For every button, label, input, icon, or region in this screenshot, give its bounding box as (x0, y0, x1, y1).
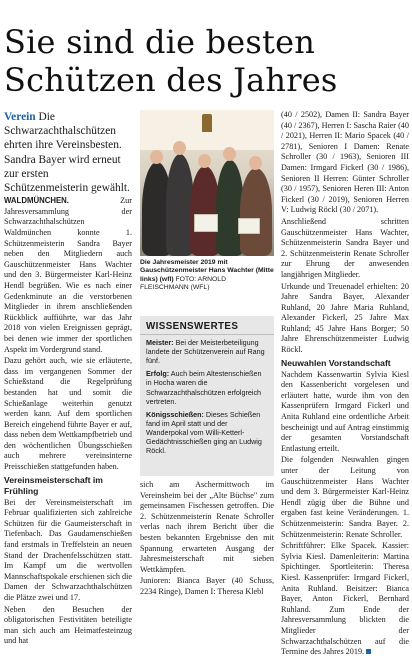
body-paragraph: Junioren: Bianca Bayer (40 Schuss, 2234 Ringe), Damen I: Theresa Klebl (140, 576, 274, 596)
article-column-3 (281, 110, 409, 659)
body-paragraph: Neben den Besuchen der obligatorischen Festivitäten beteiligte man sich auch am Heimatfesteinzug und hat (4, 604, 132, 646)
lead-text: Die Schwarzachthalschützen ehrten ihre Vereinsbesten. Sandra Bayer wird erneut zur ersten Schützenmeisterin gewählt. (4, 111, 130, 195)
article-column-1 (4, 110, 132, 648)
group-photo (140, 110, 274, 256)
body-paragraph: Die folgenden Neuwahlen gingen unter der Leitung von Gauschützenmeister Hans Wachter und dem 3. Bürgermeister Karl-Heinz Hendl zügig über die Bühne und ergaben fast keine Veränderungen. 1. Schützenmeisterin: Sandra Bayer. 2. Schützenmeisterin: Renate Schroller. (281, 455, 409, 539)
info-text: Bei der Meisterbeteiligung landete der Schützenverein auf Rang fünf. (146, 338, 265, 366)
info-text: Auch beim Altestenschießen in Hocha waren die Schwarzachthalschützen erfolgreich vertreten. (146, 369, 262, 406)
photo-person-head (223, 147, 236, 161)
caption-text: Die Jahresmeister 2019 mit Gauschützenmeister Hans Wachter (Mitte links) (wfl) (140, 259, 274, 283)
paragraph-text: Schriftführer: Elke Spacek. Kassier: Sylvia Kiesl. Damenleiterin: Martina Spichtinger. Sportleiterin: Theresa Kiesl. Kassenprüfer: Irmgard Fickerl, Anita Ruhland. Beisitzer: Bianca Bayer, Anton Fickerl, Bernhard Ruhland. Zum Ende der Jahresversammlung blickten die Mitglieder der Schwarzachthalschützen auf die Termine des Jahres 2019. (281, 541, 409, 657)
info-term: Königsschießen: (146, 409, 204, 419)
subheading: Vereinsmeisterschaft im Frühling (4, 474, 103, 496)
photo-caption (140, 259, 274, 293)
info-box-title: WISSENSWERTES (140, 316, 274, 335)
photo-person-head (249, 156, 262, 170)
photo-person-head (150, 150, 163, 164)
info-box-item (140, 335, 274, 366)
certificate (194, 214, 218, 232)
info-box-item (140, 407, 274, 456)
end-mark-icon (366, 649, 371, 654)
article-column-2 (140, 480, 274, 599)
body-paragraph: Bei der Vereinsmeisterschaft im Februar qualifizierten sich zahlreiche Schützen für die Gaumeisterschaft in Tiefenbach. Das Gaudamenschießen fand erstmals in Treffelstein an neuen Stand der Drachenfelsschützen statt. Im Kampf um die wertvollen Mannschaftspokale erschienen sich die Damen der Schwarzachthalschützen die Plätze zwei und 17. (4, 497, 132, 602)
section-kicker: Verein (4, 111, 36, 123)
body-paragraph: Anschließend schritten Gauschützenmeister Hans Wachter, Schützenmeisterin Sandra Bayer und 2. Schützenmeisterin Renate Schroller zur Ehrung der anwesenden langjährigen Mitglieder. (281, 216, 409, 279)
body-paragraph: (40 / 2502), Damen II: Sandra Bayer (40 / 2367), Herren I: Sascha Raier (40 / 2021), Herren II: Mario Spacek (40 / 2781), Senioren I Damen: Renate Schroller (30 / 1963), Senioren III Damen: Irmgard Fickerl (30 / 1986), Senioren II Herren: Günter Schroller (30 / 1957), Senioren Heren III: Anton Fickerl (30 / 2019), Senioren Herren V: Ludwig Röckl (30 / 2071). (281, 110, 409, 215)
paragraph-text: Zur Jahresversammlung der Schwarzachthalschützen Waldmünchen konnte 1. Schützenmeisterin Sandra Bayer neben den Mitgliedern auch Gauschützenmeister Hans Wachter und den 3. Bürgermeister Karl-Heinz Hendl begrüßen. Wie es nach einer Gedenkminute an die verstorbenen Mitglieder in ihrem anschließenden Rückblick auffiührte, war das Jahr 2018 von vielen Ereignissen geprägt, bei denen wie immer der sportlichen Aspekt im Vordergrund stand. (4, 196, 132, 354)
subheading: Neuwahlen Vorstandschaft (281, 357, 391, 368)
certificate (238, 218, 260, 234)
info-text: Dieses Schießen fand im April statt und der Wanderpokal vom Willi-Ketterl-Gedächtnisschießen ging an Ludwig Röckl. (146, 409, 262, 456)
photo-credit: FOTO: ARNOLD FLEISCHMANN (WFL) (140, 275, 226, 292)
info-term: Meister: (146, 338, 174, 348)
headline: Sie sind die besten Schützen des Jahres (4, 23, 338, 100)
body-paragraph: Urkunde und Treuenadel erhielten: 20 Jahre Sandra Bayer, Alexander Ruhland, 20 Jahre Maria Ruhland, Alexander Fickerl, 25 Jahre Max Ruhland; 45 Jahre Hans Borger; 50 Jahre Ehrenschützenmeister Ludwig Röckl. (281, 281, 409, 355)
photo-person (240, 168, 272, 256)
info-box (140, 316, 274, 476)
body-paragraph: sich am Aschermittwoch im Vereinsheim bei der „Alte Büchse" zum gemeinsamen Fischessen getroffen. Die 2. Schützenmeisterin Renate Schroller verlas nach ihrem Bericht über die besten bekannten Ergebnisse den mit Spannung erwarteten Ausgang der Jahresmeisterschaft mit sieben Wettkämpfen. (140, 480, 274, 574)
photo-person-head (198, 154, 211, 168)
info-term: Erfolg: (146, 369, 170, 379)
body-paragraph: Dazu gehört auch, wie sie erläuterte, dass im vergangenen Sommer der Schießstand die Regelprüfung bestanden hat und somit die Schießanlage weiterhin genutzt werden kann. Auf dem sportlichen Bereich eingehend führte Bayer er auf, dass neben dem Wettkampfbetrieb und den wöchentlichen Übungsschießen auch mehrere vereinsinterne Preisschießen stattgefunden haben. (4, 356, 132, 472)
body-paragraph (4, 196, 132, 355)
trophy-icon (202, 114, 212, 132)
dateline: WALDMÜNCHEN. (4, 196, 69, 206)
body-paragraph: Nachdem Kassenwartin Sylvia Kiesl den Kassenbericht vorgelesen und erläutert hatte, wurde ihm von den Kassenprüfern Irmgard Fickerl und Anita Ruhland eine ordentliche Arbeit bescheinigt und auf Antrag einstimmig der gesamten Vorstandschaft Entlastung erteilt. (281, 369, 409, 453)
body-paragraph (281, 541, 409, 658)
photo-person-head (173, 141, 186, 155)
info-box-item (140, 366, 274, 406)
lead-paragraph (4, 110, 132, 195)
